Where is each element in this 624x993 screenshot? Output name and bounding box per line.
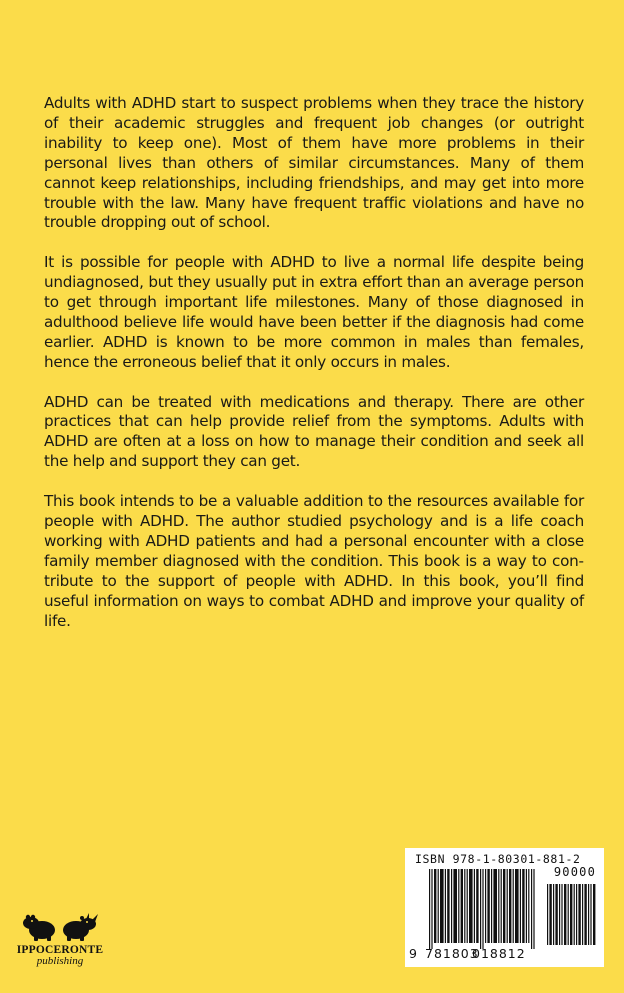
hippo-rhino-icon <box>20 912 100 942</box>
publisher-logo <box>12 912 108 972</box>
publisher-name: IPPOCERONTE <box>16 944 104 956</box>
ean-first-digit: 9 <box>409 946 417 961</box>
rhino-icon <box>63 913 98 941</box>
isbn-label: ISBN 978-1-80301-881-2 <box>415 852 581 866</box>
blurb-paragraph-1: Adults with ADHD start to suspect problems when they trace the history of their academic struggles and frequent job changes (or outright inability to keep one). Most of them have more problems in their personal lives than others of similar circumstances. Many of them cannot keep relationships, including friendships, and may get into more trouble with the law. Many have frequent traffic violations and have no trouble dropping out of school. <box>44 94 584 232</box>
blurb-paragraph-4: This book intends to be a valuable addition to the resources available for people with ADHD. The author studied psychology and is a life coach working with ADHD patients and had a personal encounter with a close family member diagnosed with the condition. This book is a way to contribute to the support of people with ADHD. In this book, you’ll find useful information on ways to combat ADHD and improve your quality of life. <box>44 492 584 630</box>
publisher-subtitle: publishing <box>36 955 84 967</box>
isbn-barcode <box>405 848 604 967</box>
blurb-paragraph-3: ADHD can be treated with medications and therapy. There are other practices that can help provide relief from the symptoms. Adults with ADHD are often at a loss on how to manage their condition and seek all the help and support they can get. <box>44 392 584 471</box>
ean-right-group: 018812 <box>472 946 526 961</box>
back-cover-blurb <box>44 94 584 651</box>
hippo-icon <box>23 915 55 941</box>
barcode-addon-number: 90000 <box>553 865 596 879</box>
ean13-bars <box>429 869 537 949</box>
blurb-paragraph-2: It is possible for people with ADHD to live a normal life despite being undiagnosed, but they usually put in extra effort than an average person to get through important life milestones. Many of those diagnosed in adulthood believe life would have been better if the diagnosis had come earlier. ADHD is known to be more common in males than females, hence the erroneous belief that it only occurs in males. <box>44 253 584 371</box>
ean-left-group: 781803 <box>425 946 479 961</box>
addon-bars <box>547 884 597 945</box>
